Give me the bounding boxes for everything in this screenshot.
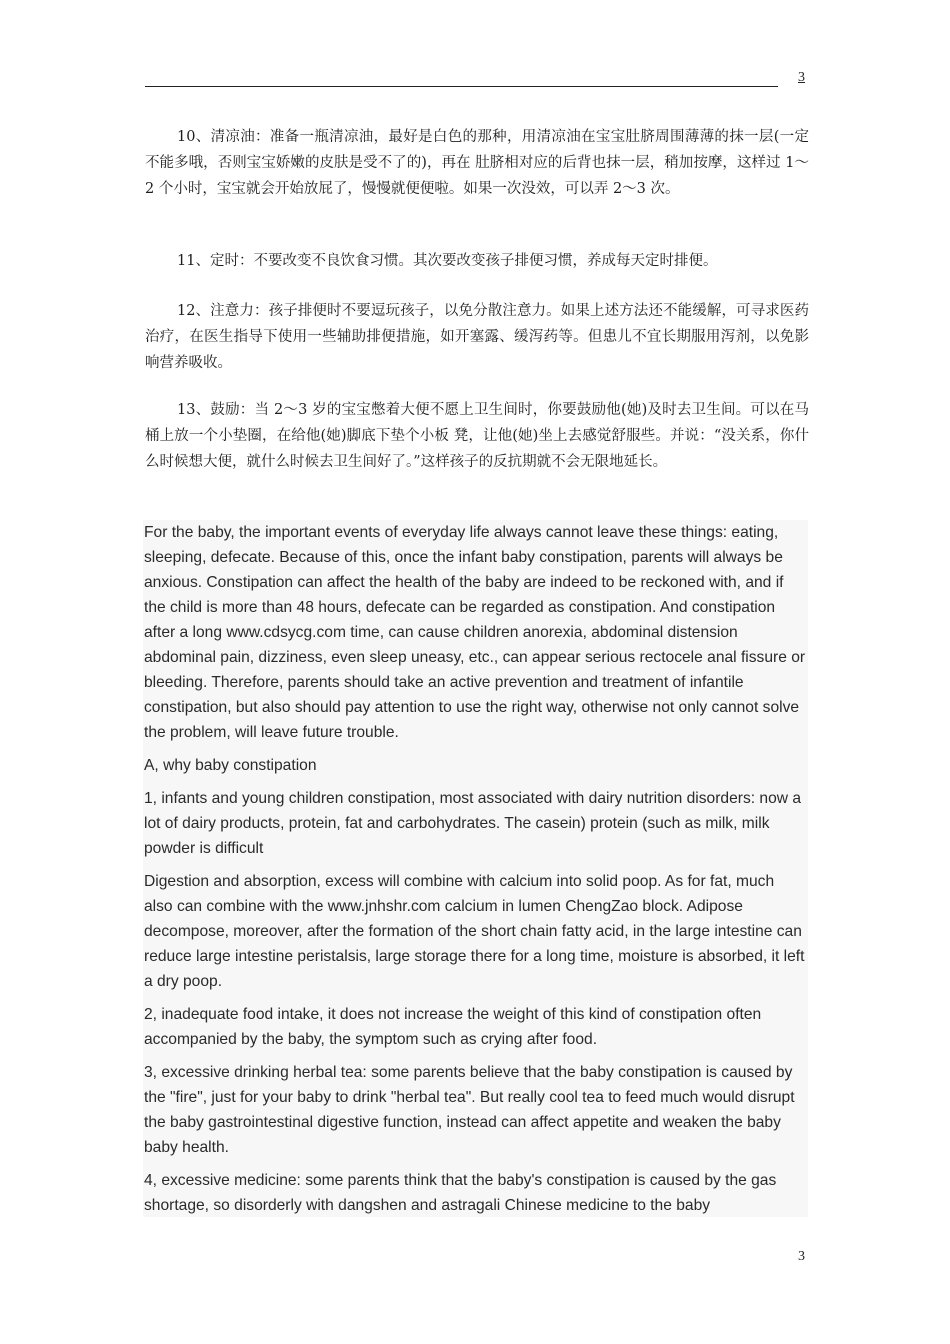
chinese-paragraph-13: 13、鼓励：当 2～3 岁的宝宝憋着大便不愿上卫生间时，你要鼓励他(她)及时去卫生间。可以在马桶上放一个小垫圈，在给他(她)脚底下垫个小板 凳，让他(她)坐上去感觉舒服些。并说：“没关系，你什么时候想大便，就什么时候去卫生间好了。”这样孩子的反抗期就不会无限地延长。 — [145, 402, 809, 470]
footer-page-number: 3 — [798, 1249, 805, 1264]
header-page-number: 3 — [798, 70, 805, 85]
english-paragraph-digestion: Digestion and absorption, excess will combine with calcium into solid poop. As for fat, much also can combine with the www.jnhshr.com calcium in lumen ChengZao block. Adipose decompose, moreover, after the formation of the short chain fatty acid, in the large intestine can reduce large intestine peristalsis, large storage there for a long time, moisture is absorbed, it left a dry poop. — [144, 873, 805, 990]
english-text-block — [143, 520, 808, 1217]
english-paragraph-1: 1, infants and young children constipation, most associated with dairy nutrition disorders: now a lot of dairy products, protein, fat and carbohydrates. The casein) protein (such as milk, milk powder is difficult — [144, 790, 802, 857]
english-paragraph-3: 3, excessive drinking herbal tea: some parents believe that the baby constipation is caused by the "fire", just for your baby to drink "herbal tea". But really cool tea to feed much would disrupt the baby gastrointestinal digestive function, instead can affect appetite and weaken the baby baby health. — [144, 1064, 795, 1156]
english-paragraph-2: 2, inadequate food intake, it does not increase the weight of this kind of constipation often accompanied by the baby, the symptom such as crying after food. — [144, 1006, 762, 1048]
english-paragraph-intro: For the baby, the important events of everyday life always cannot leave these things: eating, sleeping, defecate. Because of this, once the infant baby constipation, parents will always be anxious. Constipation can affect the health of the baby are indeed to be reckoned with, and if the child is more than 48 hours, defecate can be regarded as constipation. And constipation after a long www.cdsycg.com time, can cause children anorexia, abdominal distension abdominal pain, dizziness, even sleep uneasy, etc., can appear serious rectocele anal fissure or bleeding. Therefore, parents should take an active prevention and treatment of infantile constipation, but also should pay attention to use the right way, otherwise not only cannot solve the problem, will leave future trouble. — [144, 524, 806, 741]
header-rule — [145, 86, 778, 87]
chinese-paragraph-12: 12、注意力：孩子排便时不要逗玩孩子，以免分散注意力。如果上述方法还不能缓解，可寻求医药治疗，在医生指导下使用一些辅助排便措施，如开塞露、缓泻药等。但患儿不宜长期服用泻剂，以免影响营养吸收。 — [145, 303, 809, 371]
english-heading-why: A, why baby constipation — [144, 757, 317, 774]
chinese-paragraph-11: 11、定时：不要改变不良饮食习惯。其次要改变孩子排便习惯，养成每天定时排便。 — [177, 253, 718, 269]
chinese-paragraph-10: 10、清凉油：准备一瓶清凉油，最好是白色的那种，用清凉油在宝宝肚脐周围薄薄的抹一层(一定不能多哦，否则宝宝娇嫩的皮肤是受不了的)，再在 肚脐相对应的后背也抹一层，稍加按摩，这样过 1～2 个小时，宝宝就会开始放屁了，慢慢就便便啦。如果一次没效，可以弄 2～3 次。 — [145, 129, 809, 197]
english-paragraph-4: 4, excessive medicine: some parents think that the baby's constipation is caused by the gas shortage, so disorderly with dangshen and astragali Chinese medicine to the baby — [144, 1172, 777, 1214]
